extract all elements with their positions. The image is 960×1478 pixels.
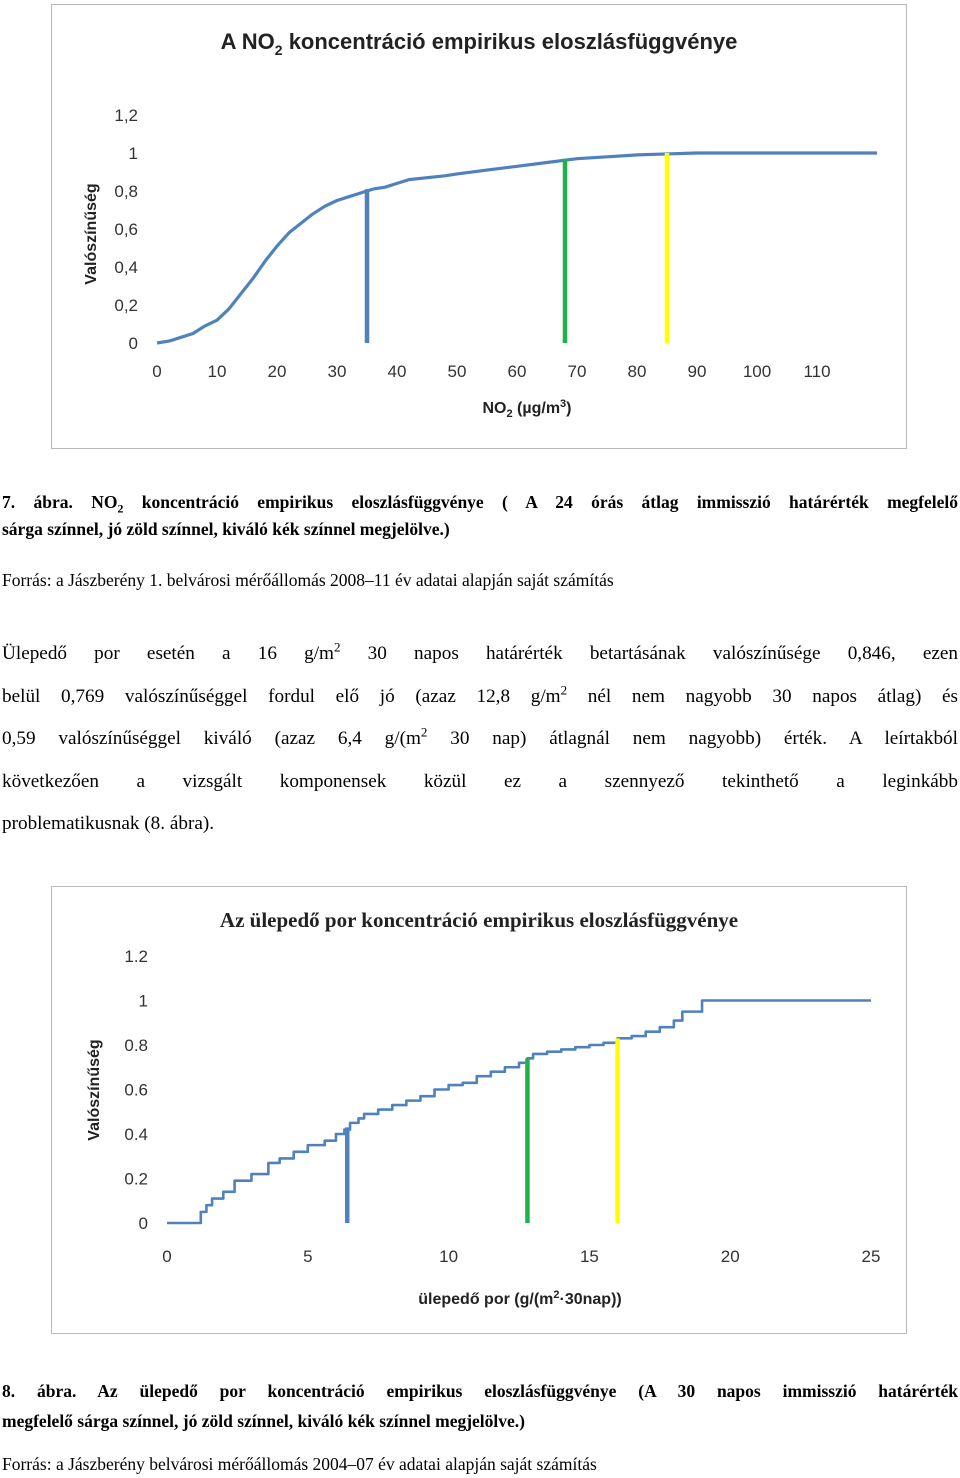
- y-tick-label: 0.2: [124, 1169, 148, 1189]
- x-tick-label: 90: [687, 362, 707, 381]
- y-tick-label: 0.4: [124, 1125, 148, 1144]
- x-tick-label: 10: [439, 1247, 459, 1266]
- x-tick-label: 40: [387, 362, 407, 381]
- y-tick-label: 1.2: [124, 947, 148, 966]
- x-tick-label: 0: [152, 362, 162, 381]
- chart1-ylabel: Valószínűség: [83, 183, 100, 285]
- x-tick-label: 25: [861, 1247, 881, 1266]
- x-tick-label: 100: [742, 362, 772, 381]
- y-tick-label: 0.8: [124, 1036, 148, 1055]
- dust-chart-svg: [52, 887, 906, 1333]
- figure8-source: Forrás: a Jászberény belvárosi mérőállomás 2004–07 év adatai alapján saját számítás: [2, 1454, 597, 1474]
- y-tick-label: 1,2: [114, 106, 138, 125]
- body-paragraph: Ülepedő por esetén a 16 $g/m^2$ 30 napos határérték betartásának valószínűsége 0,846, ezen belül 0,769 valószínűséggel fordul elő jó (azaz 12,8 $g/m^2$ nél nem nagyobb 30 napos átlag) és 0,59 valószínűséggel kiváló (azaz 6,4 $g/(m^2$ 30 nap) átlagnál nem nagyobb) érték. A leírtakból következően a vizsgált komponensek közül ez a szennyező tekinthető a leginkább problematikusnak (8. ábra).: [2, 639, 959, 834]
- x-tick-label: 20: [267, 362, 287, 381]
- x-tick-label: 80: [627, 362, 647, 381]
- series-line: [167, 1001, 871, 1224]
- x-tick-label: 20: [720, 1247, 740, 1266]
- dust-distribution-chart: [51, 886, 907, 1334]
- y-tick-label: 1: [128, 144, 138, 163]
- chart2-ylabel: Valószínűség: [86, 1039, 103, 1141]
- x-tick-label: 15: [579, 1247, 599, 1266]
- y-tick-label: 0: [128, 334, 138, 353]
- y-tick-label: 0: [138, 1214, 148, 1233]
- no2-chart-svg: [52, 5, 906, 448]
- chart1-title: A $NO_2$ koncentráció empirikus eloszlásfüggvénye: [220, 29, 738, 58]
- x-tick-label: 110: [803, 362, 831, 381]
- y-tick-label: 1: [138, 991, 148, 1011]
- x-tick-label: 70: [567, 362, 587, 381]
- figure8-caption: 8. ábra. Az ülepedő por koncentráció empirikus eloszlásfüggvénye (A 30 napos immisszió határérték megfelelő sárga színnel, jó zöld színnel, kiváló kék színnel megjelölve.): [2, 1381, 958, 1431]
- y-tick-label: 0,2: [114, 296, 138, 315]
- y-tick-label: 0,4: [114, 258, 138, 277]
- chart2-title: Az ülepedő por koncentráció empirikus eloszlásfüggvénye: [219, 908, 739, 932]
- x-tick-label: 10: [207, 362, 227, 381]
- x-tick-label: 60: [507, 362, 527, 381]
- y-tick-label: 0.6: [124, 1080, 148, 1100]
- series-line: [157, 153, 877, 343]
- y-tick-label: 0,6: [114, 220, 138, 239]
- no2-distribution-chart: [51, 4, 907, 449]
- figure7-source: Forrás: a Jászberény 1. belvárosi mérőállomás 2008–11 év adatai alapján saját számítás: [2, 570, 614, 590]
- figure7-caption: 7. ábra. $NO_2$ koncentráció empirikus eloszlásfüggvénye ( A 24 órás átlag immisszió határérték megfelelő sárga színnel, jó zöld színnel, kiváló kék színnel megjelölve.): [2, 492, 959, 539]
- x-tick-label: 0: [162, 1247, 172, 1266]
- chart2-xlabel: ülepedő por $(g/(m^2\cdot 30nap))$: [418, 1289, 622, 1308]
- y-tick-label: 0,8: [114, 182, 138, 201]
- chart1-xlabel: $NO_2$ $(\mu g/m^3)$: [482, 398, 572, 420]
- x-tick-label: 5: [303, 1247, 313, 1266]
- x-tick-label: 30: [327, 362, 347, 381]
- x-tick-label: 50: [447, 362, 467, 381]
